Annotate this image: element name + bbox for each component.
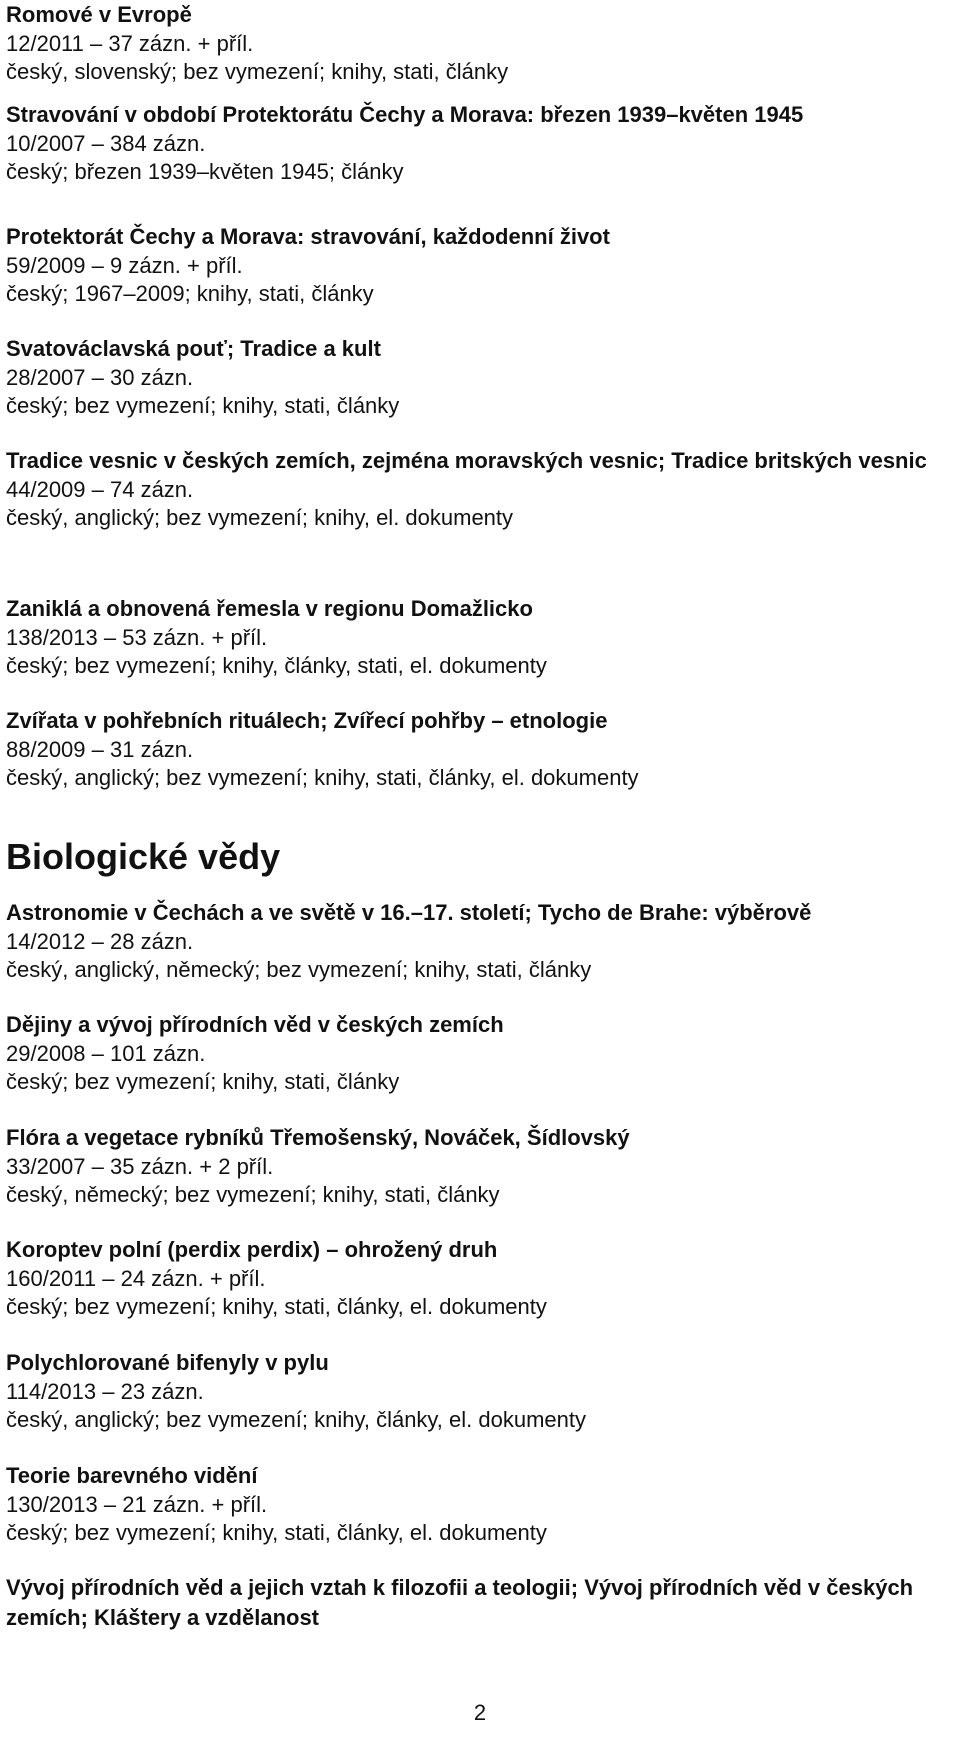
entry-title: Romové v Evropě [6,2,192,27]
list-item [6,1235,547,1321]
entry-title: Protektorát Čechy a Morava: stravování, každodenní život [6,224,610,249]
entry-meta: 114/2013 – 23 zázn. [6,1379,204,1404]
list-item [6,1461,547,1547]
list-item [6,706,639,792]
entry-meta: 33/2007 – 35 zázn. + 2 příl. [6,1154,274,1179]
entry-title: Svatováclavská pouť; Tradice a kult [6,336,381,361]
entry-description: český, německý; bez vymezení; knihy, stati, články [6,1182,500,1207]
section-heading: Biologické vědy [6,836,281,877]
list-item [6,446,927,532]
entry-title: Dějiny a vývoj přírodních věd v českých zemích [6,1012,504,1037]
entry-description: český; bez vymezení; knihy, stati, články [6,1069,400,1094]
entry-description: český, slovenský; bez vymezení; knihy, stati, články [6,59,509,84]
list-item [6,1123,630,1209]
entry-description: český; bez vymezení; knihy, stati, články, el. dokumenty [6,1520,547,1545]
entry-title: Flóra a vegetace rybníků Třemošenský, Nováček, Šídlovský [6,1125,630,1150]
entry-title: Vývoj přírodních věd a jejich vztah k filozofii a teologii; Vývoj přírodních věd v českých zemích; Kláštery a vzdělanost [6,1575,914,1630]
entry-meta: 28/2007 – 30 zázn. [6,365,194,390]
entry-meta: 59/2009 – 9 zázn. + příl. [6,253,243,278]
entry-title: Zaniklá a obnovená řemesla v regionu Domažlicko [6,596,533,621]
entry-meta: 29/2008 – 101 zázn. [6,1041,206,1066]
entry-description: český, anglický, německý; bez vymezení; knihy, stati, články [6,957,592,982]
entry-meta: 14/2012 – 28 zázn. [6,929,194,954]
entry-description: český; březen 1939–květen 1945; články [6,159,404,184]
page-number: 2 [473,1700,487,1725]
entry-description: český; bez vymezení; knihy, stati, články [6,393,400,418]
entry-description: český, anglický; bez vymezení; knihy, el. dokumenty [6,505,514,530]
entry-description: český; bez vymezení; knihy, stati, články, el. dokumenty [6,1294,547,1319]
entry-title: Teorie barevného vidění [6,1463,258,1488]
entry-description: český; 1967–2009; knihy, stati, články [6,281,374,306]
list-item [6,1010,504,1096]
list-item [6,0,508,86]
list-item [6,334,399,420]
entry-title: Stravování v období Protektorátu Čechy a Morava: březen 1939–květen 1945 [6,102,804,127]
entry-title: Koroptev polní (perdix perdix) – ohrožený druh [6,1237,498,1262]
list-item [6,1348,586,1434]
list-item [6,100,803,186]
list-item [6,898,811,984]
entry-description: český, anglický; bez vymezení; knihy, stati, články, el. dokumenty [6,765,639,790]
entry-meta: 12/2011 – 37 zázn. + příl. [6,31,254,56]
entry-title: Astronomie v Čechách a ve světě v 16.–17. století; Tycho de Brahe: výběrově [6,900,812,925]
list-item [6,594,547,680]
entry-meta: 44/2009 – 74 zázn. [6,477,194,502]
entry-description: český; bez vymezení; knihy, články, stati, el. dokumenty [6,653,547,678]
entry-meta: 88/2009 – 31 zázn. [6,737,194,762]
entry-title: Zvířata v pohřebních rituálech; Zvířecí pohřby – etnologie [6,708,608,733]
entry-title: Tradice vesnic v českých zemích, zejména moravských vesnic; Tradice britských vesnic [6,448,927,473]
entry-title: Polychlorované bifenyly v pylu [6,1350,329,1375]
list-item [6,222,610,308]
entry-meta: 160/2011 – 24 zázn. + příl. [6,1266,266,1291]
entry-description: český, anglický; bez vymezení; knihy, články, el. dokumenty [6,1407,586,1432]
entry-meta: 130/2013 – 21 zázn. + příl. [6,1492,268,1517]
list-item [6,1573,951,1633]
entry-meta: 138/2013 – 53 zázn. + příl. [6,625,268,650]
entry-meta: 10/2007 – 384 zázn. [6,131,206,156]
